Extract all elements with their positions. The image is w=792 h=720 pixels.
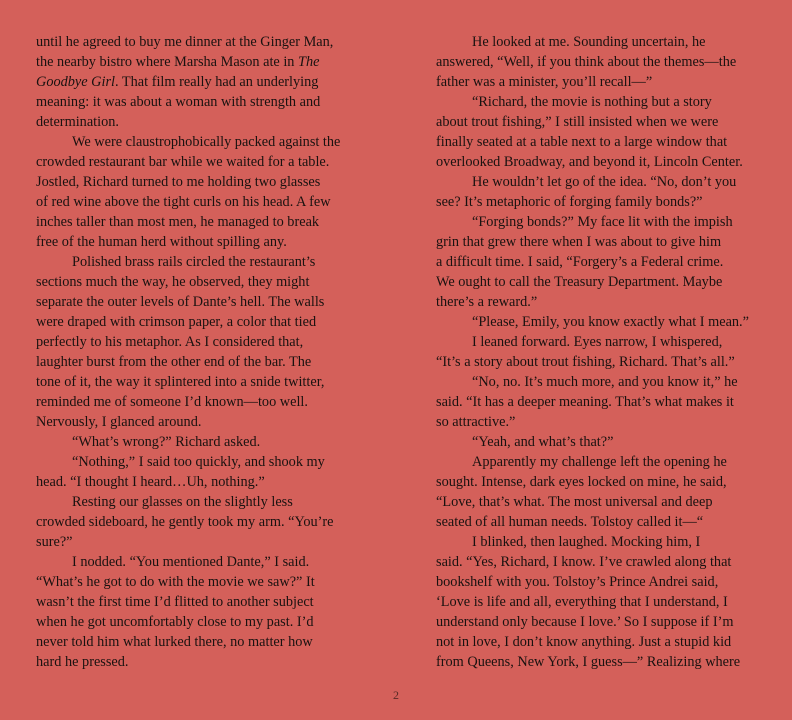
left-text-column — [36, 32, 366, 672]
text-line: “It’s a story about trout fishing, Richard. That’s all.” — [436, 354, 735, 370]
text-line: when he got uncomfortably close to my past. I’d — [36, 614, 314, 630]
text-line: father was a minister, you’ll recall—” — [436, 74, 653, 90]
text-line: laughter burst from the other end of the bar. The — [36, 354, 312, 370]
text-line: crowded sideboard, he gently took my arm. “You’re — [36, 514, 334, 530]
text-line: sure?” — [36, 534, 73, 550]
text-line: sections much the way, he observed, they might — [36, 274, 310, 290]
text-line: “Richard, the movie is nothing but a story — [472, 94, 712, 110]
text-line: said. “Yes, Richard, I know. I’ve crawled along that — [436, 554, 732, 570]
text-line: hard he pressed. — [36, 654, 129, 670]
text-line: not in love, I don’t know anything. Just a stupid kid — [436, 634, 732, 650]
text-line: Polished brass rails circled the restaurant’s — [72, 254, 316, 270]
text-line: We ought to call the Treasury Department. Maybe — [436, 274, 723, 290]
text-line: said. “It has a deeper meaning. That’s what makes it — [436, 394, 734, 410]
text-line: finally seated at a table next to a large window that — [436, 134, 728, 150]
text-line: determination. — [36, 114, 119, 130]
text-line: crowded restaurant bar while we waited for a table. — [36, 154, 330, 170]
text-line: inches taller than most men, he managed to break — [36, 214, 320, 230]
text-line: “Nothing,” I said too quickly, and shook my — [72, 454, 325, 470]
film-title-fragment: The — [298, 54, 320, 70]
text-line: there’s a reward.” — [436, 294, 538, 310]
text-line: Apparently my challenge left the opening he — [472, 454, 727, 470]
text-line: free of the human herd without spilling any. — [36, 234, 287, 250]
text-line: until he agreed to buy me dinner at the Ginger Man, — [36, 34, 334, 50]
page-number: 2 — [393, 688, 399, 702]
text-line: “Forging bonds?” My face lit with the impish — [472, 214, 733, 230]
text-line: I nodded. “You mentioned Dante,” I said. — [72, 554, 310, 570]
text-line: from Queens, New York, I guess—” Realizing where — [436, 654, 741, 670]
text-line: wasn’t the first time I’d flitted to another subject — [36, 594, 314, 610]
text-line: about trout fishing,” I still insisted when we were — [436, 114, 719, 130]
text-line: He looked at me. Sounding uncertain, he — [472, 34, 706, 50]
text-line: grin that grew there when I was about to give him — [436, 234, 722, 250]
text-line: “What’s he got to do with the movie we saw?” It — [36, 574, 315, 590]
text-line: tone of it, the way it splintered into a snide twitter, — [36, 374, 325, 390]
text-line: “Love, that’s what. The most universal and deep — [436, 494, 713, 510]
text-line: ‘Love is life and all, everything that I understand, I — [436, 594, 728, 610]
text-line: seated of all human needs. Tolstoy called it—“ — [436, 514, 704, 530]
text-line: perfectly to his metaphor. As I considered that, — [36, 334, 304, 350]
text-line: “Please, Emily, you know exactly what I mean.” — [472, 314, 749, 330]
text-line: bookshelf with you. Tolstoy’s Prince Andrei said, — [436, 574, 719, 590]
text-line: meaning: it was about a woman with strength and — [36, 94, 321, 110]
text-line: a difficult time. I said, “Forgery’s a Federal crime. — [436, 254, 724, 270]
text-line: I blinked, then laughed. Mocking him, I — [472, 534, 701, 550]
text-line: We were claustrophobically packed against the — [72, 134, 341, 150]
text-line: overlooked Broadway, and beyond it, Lincoln Center. — [436, 154, 743, 170]
text-line: “No, no. It’s much more, and you know it,” he — [472, 374, 738, 390]
text-line: Resting our glasses on the slightly less — [72, 494, 293, 510]
right-text-column — [436, 32, 766, 672]
text-line: separate the outer levels of Dante’s hell. The walls — [36, 294, 325, 310]
text-line: of red wine above the tight curls on his head. A few — [36, 194, 331, 210]
text-line: sought. Intense, dark eyes locked on mine, he said, — [436, 474, 727, 490]
film-title-fragment: Goodbye Girl — [36, 74, 116, 90]
text-line: understand only because I love.’ So I suppose if I’m — [436, 614, 734, 630]
text-line: reminded me of someone I’d known—too well. — [36, 394, 308, 410]
text-line: see? It’s metaphoric of forging family bonds?” — [436, 194, 703, 210]
text-line: “What’s wrong?” Richard asked. — [72, 434, 261, 450]
text-line: “Yeah, and what’s that?” — [472, 434, 614, 450]
text-line: I leaned forward. Eyes narrow, I whispered, — [472, 334, 723, 350]
text-line: the nearby bistro where Marsha Mason ate in The — [36, 54, 320, 70]
text-line: Goodbye Girl. That film really had an underlying — [36, 74, 319, 90]
text-line: Nervously, I glanced around. — [36, 414, 202, 430]
text-line: never told him what lurked there, no matter how — [36, 634, 313, 650]
text-line: were draped with crimson paper, a color that tied — [36, 314, 317, 330]
text-line: head. “I thought I heard…Uh, nothing.” — [36, 474, 265, 490]
text-line: answered, “Well, if you think about the themes—the — [436, 54, 737, 70]
text-line: He wouldn’t let go of the idea. “No, don’t you — [472, 174, 737, 190]
text-line: so attractive.” — [436, 414, 516, 430]
text-line: Jostled, Richard turned to me holding two glasses — [36, 174, 321, 190]
